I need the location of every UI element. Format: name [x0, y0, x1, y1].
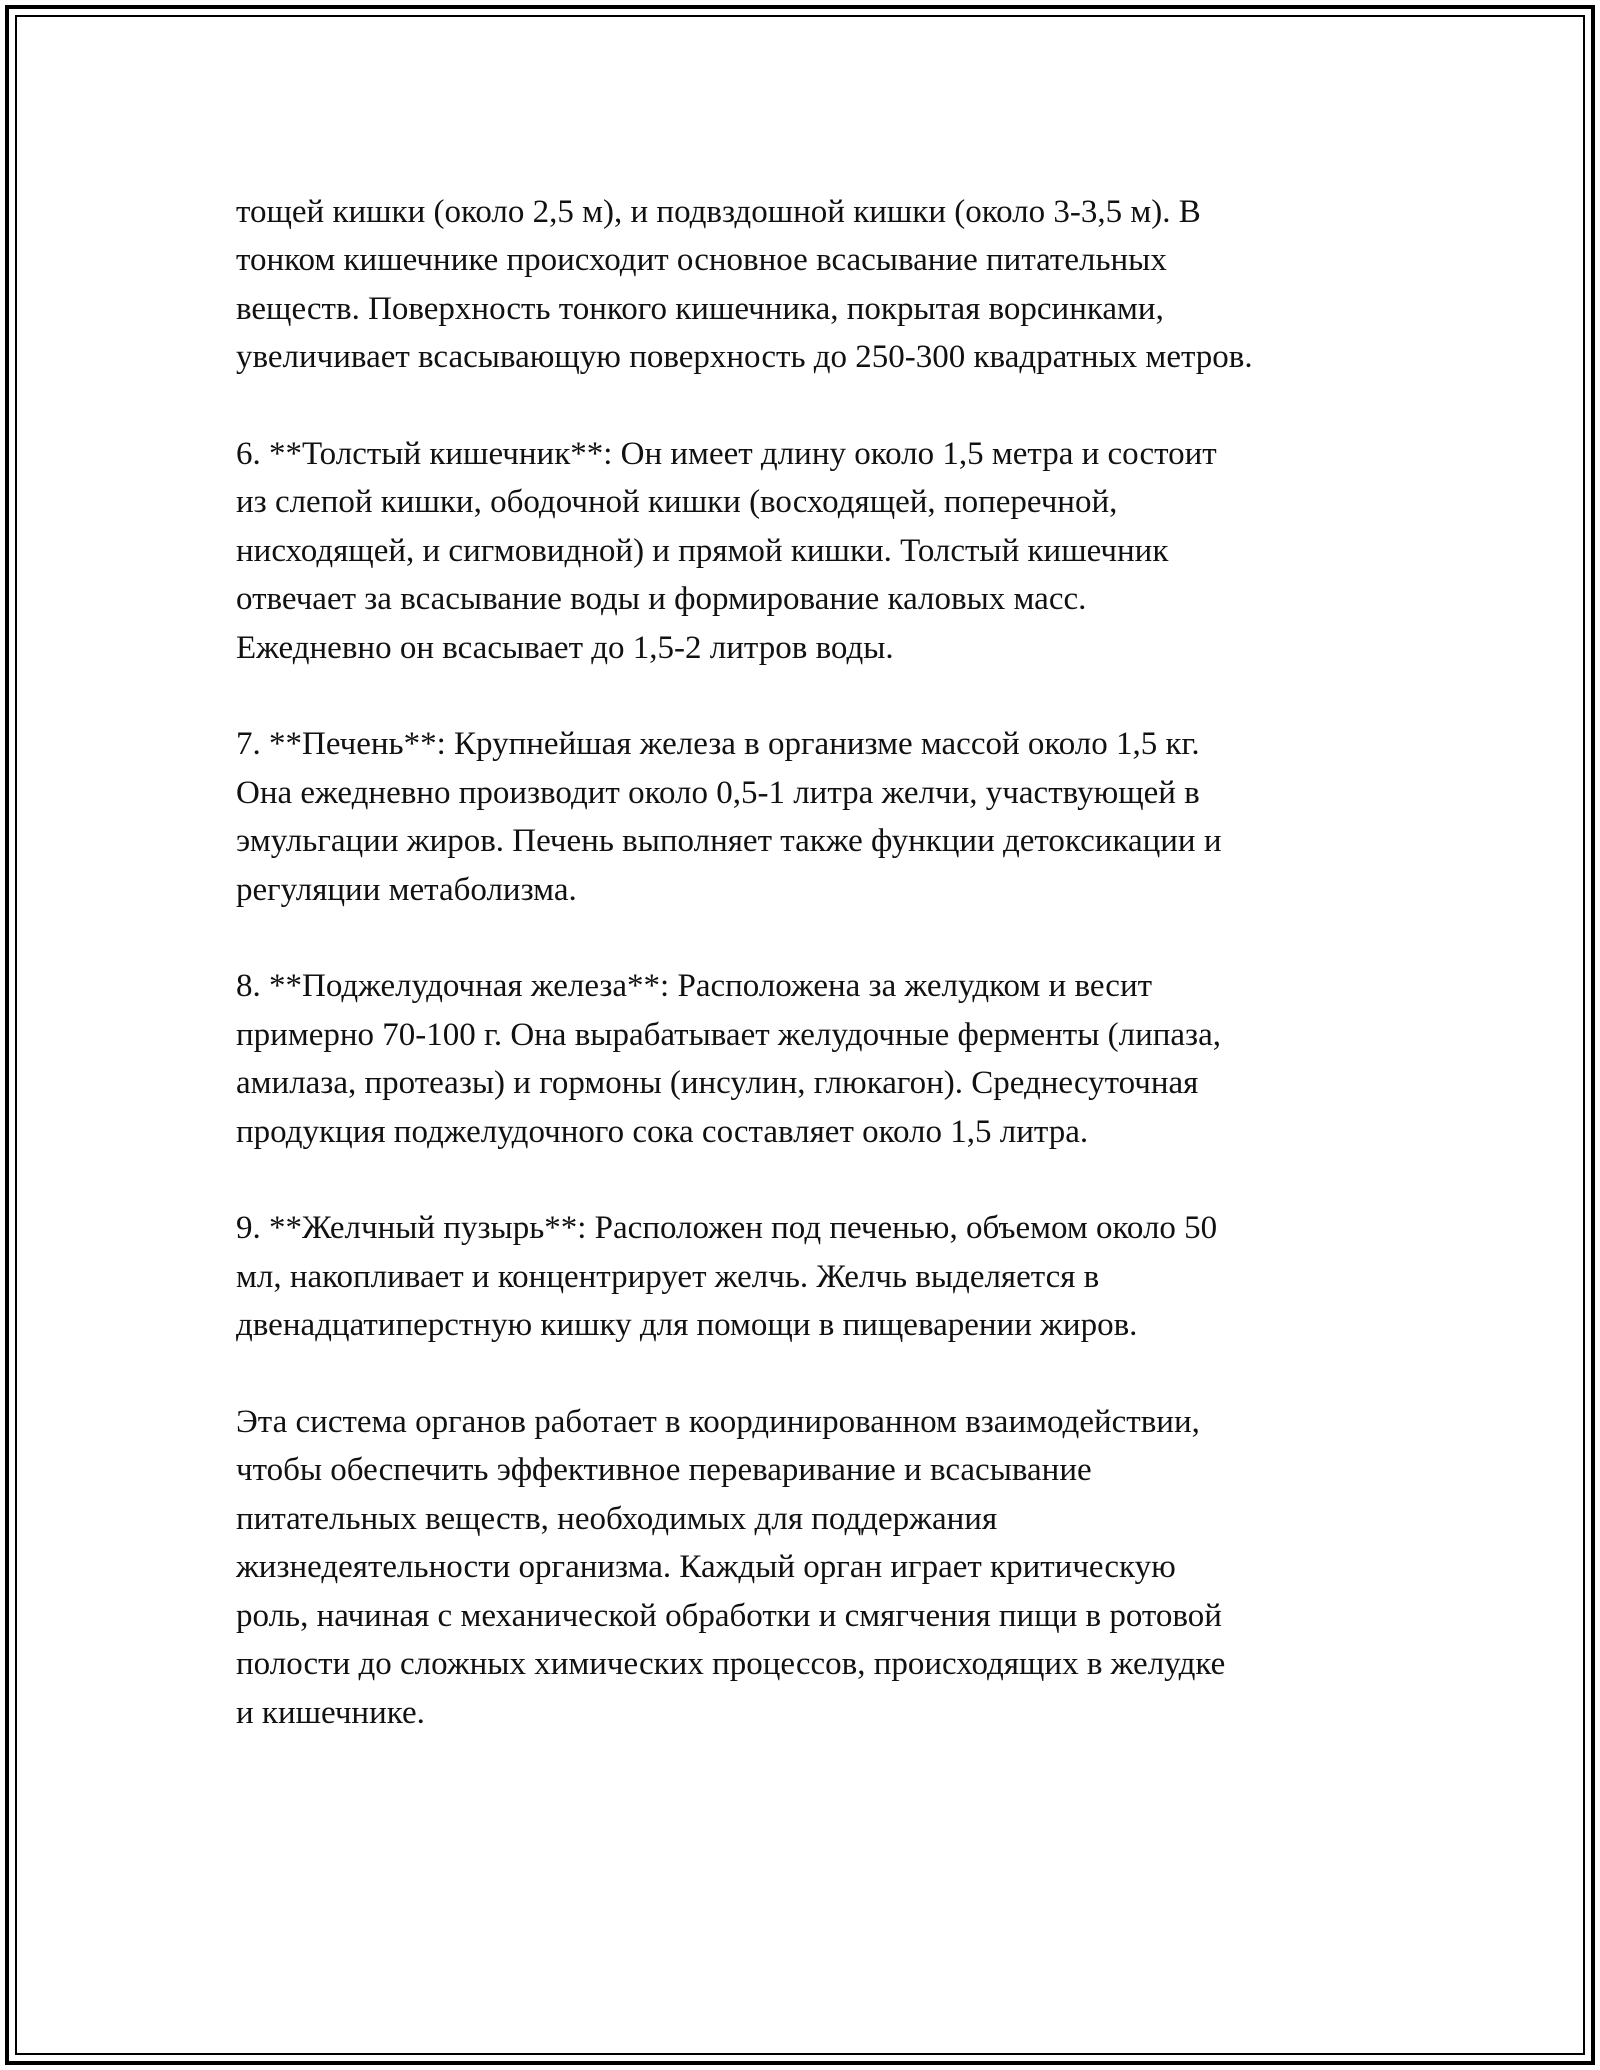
text-line: жизнедеятельности организма. Каждый орган играет критическую [236, 1549, 1176, 1586]
text-line: нисходящей, и сигмовидной) и прямой кишки. Толстый кишечник [236, 532, 1169, 569]
text-line: отвечает за всасывание воды и формирование каловых масс. [236, 581, 1087, 618]
text-line: полости до сложных химических процессов, происходящих в желудке [236, 1646, 1226, 1683]
text-line: Эта система органов работает в координированном взаимодействии, [236, 1404, 1200, 1441]
text-line: тонком кишечнике происходит основное всасывание питательных [236, 242, 1167, 279]
text-line: мл, накопливает и концентрирует желчь. Желчь выделяется в [236, 1258, 1100, 1295]
document-body [236, 188, 1396, 1785]
text-line: регуляции метаболизма. [236, 871, 577, 908]
text-line: 7. **Печень**: Крупнейшая железа в организме массой около 1,5 кг. [236, 726, 1200, 763]
paragraph-conclusion [236, 1398, 1396, 1737]
text-line: продукция поджелудочного сока составляет около 1,5 литра. [236, 1113, 1089, 1150]
paragraph-pancreas [236, 962, 1396, 1156]
paragraph-small-intestine [236, 188, 1396, 382]
text-line: из слепой кишки, ободочной кишки (восходящей, поперечной, [236, 484, 1118, 521]
text-line: 8. **Поджелудочная железа**: Расположена за желудком и весит [236, 968, 1153, 1005]
text-line: Ежедневно он всасывает до 1,5-2 литров воды. [236, 629, 894, 666]
text-line: 9. **Желчный пузырь**: Расположен под печенью, объемом около 50 [236, 1210, 1218, 1247]
paragraph-large-intestine [236, 430, 1396, 672]
text-line: веществ. Поверхность тонкого кишечника, покрытая ворсинками, [236, 290, 1164, 327]
text-line: амилаза, протеазы) и гормоны (инсулин, глюкагон). Среднесуточная [236, 1065, 1199, 1102]
paragraph-liver [236, 720, 1396, 914]
paragraph-gallbladder [236, 1204, 1396, 1349]
text-line: и кишечнике. [236, 1694, 425, 1731]
text-line: 6. **Толстый кишечник**: Он имеет длину около 1,5 метра и состоит [236, 436, 1217, 473]
text-line: чтобы обеспечить эффективное переваривание и всасывание [236, 1452, 1092, 1489]
text-line: увеличивает всасывающую поверхность до 250-300 квадратных метров. [236, 339, 1253, 376]
text-line: Она ежедневно производит около 0,5-1 литра желчи, участвующей в [236, 774, 1200, 811]
text-line: тощей кишки (около 2,5 м), и подвздошной кишки (около 3-3,5 м). В [236, 194, 1201, 230]
text-line: эмульгации жиров. Печень выполняет также функции детоксикации и [236, 823, 1222, 860]
text-line: двенадцатиперстную кишку для помощи в пищеварении жиров. [236, 1307, 1138, 1344]
text-line: примерно 70-100 г. Она вырабатывает желудочные ферменты (липаза, [236, 1016, 1221, 1053]
text-line: питательных веществ, необходимых для поддержания [236, 1500, 998, 1537]
text-line: роль, начиная с механической обработки и смягчения пищи в ротовой [236, 1597, 1222, 1634]
